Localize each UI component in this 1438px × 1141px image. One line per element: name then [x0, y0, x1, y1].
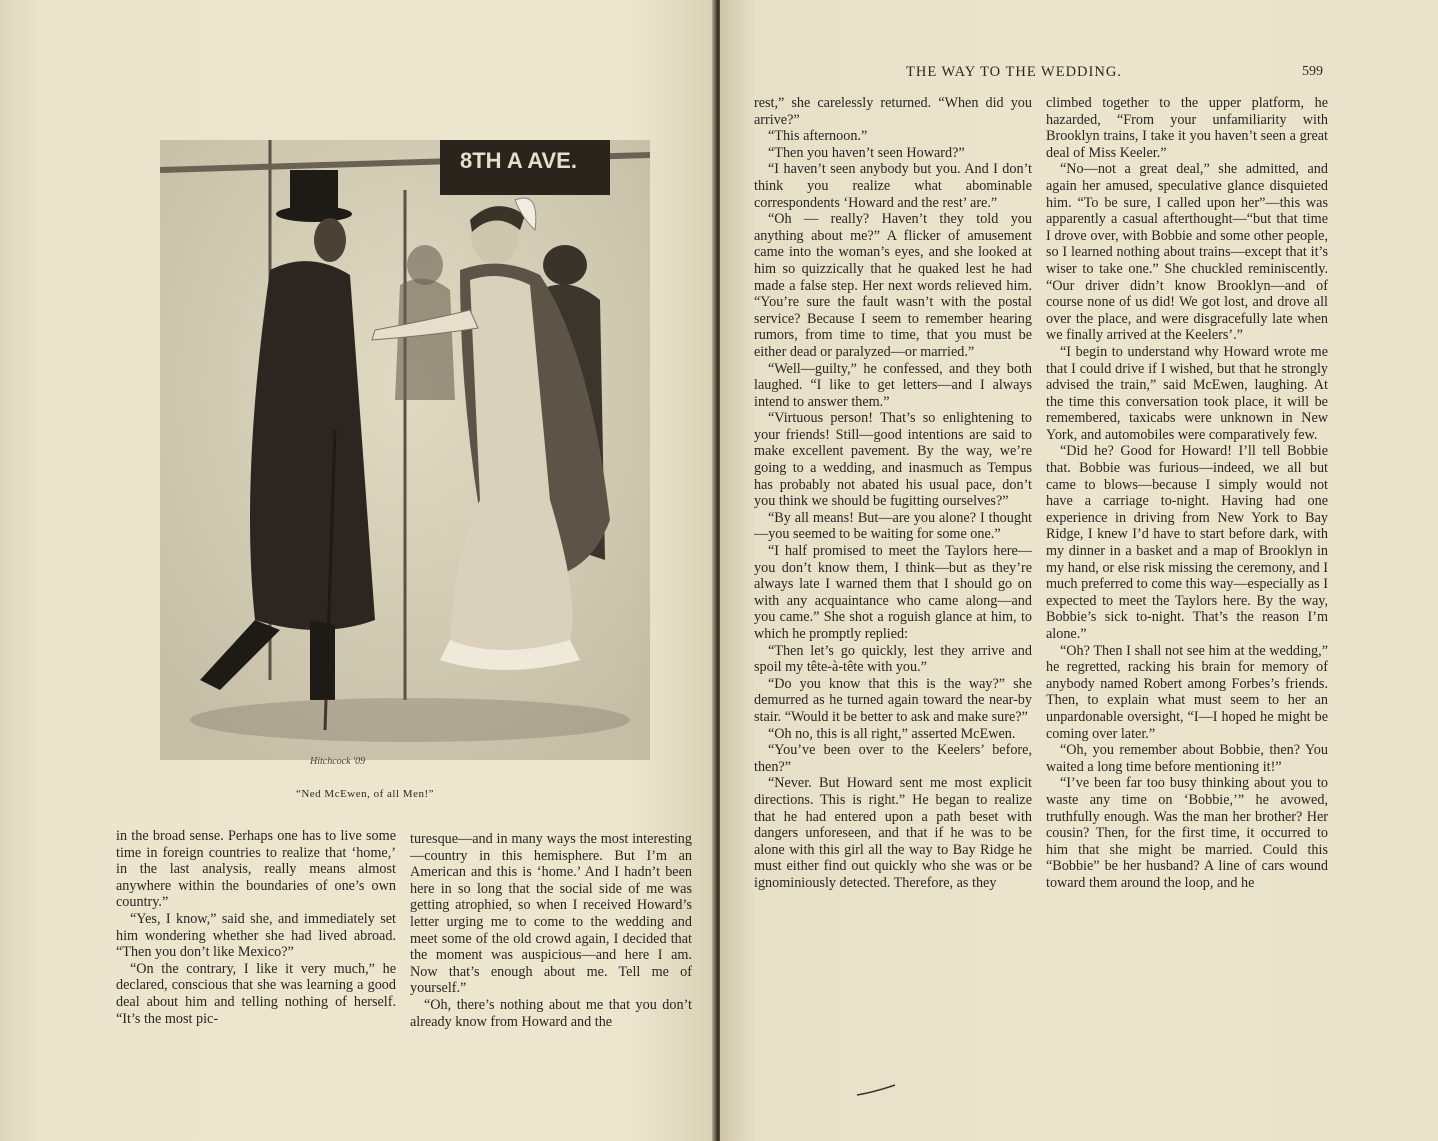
paragraph: rest,” she carelessly returned. “When did you arrive?”	[754, 95, 1032, 128]
paragraph: “Then you haven’t seen Howard?”	[768, 144, 965, 161]
right-column-1	[754, 95, 1032, 892]
paragraph: “Oh, you remember about Bobbie, then? You waited a long time before mentioning it!”	[1046, 742, 1328, 775]
paragraph: “Virtuous person! That’s so enlightening to your friends! Still—good intentions are said to make excellent pavement. By the way, we’re going to a wedding, and inasmuch as Tempus has probably not abated his usual pace, don’t you think we should be fugitting ourselves?”	[754, 410, 1032, 510]
artist-signature: Hitchcock '09	[310, 756, 366, 767]
paragraph: “Then let’s go quickly, lest they arrive and spoil my tête-à-tête with you.”	[754, 642, 1032, 676]
paragraph: “Did he? Good for Howard! I’ll tell Bobbie that. Bobbie was furious—indeed, we all but came to blows—because I simply would not have a carriage to-night. Having had one experience in driving from New York to Bay Ridge, I knew I’d have to start before dark, with my dinner in a basket and a map of Brooklyn in my hand, or else risk missing the ceremony, and I much preferred to come this way—especially as I expected to meet the Taylors here. By the way, Bobbie’s sick to-night. That’s the reason I’m alone.”	[1046, 443, 1328, 642]
paragraph: “By all means! But—are you alone? I thought—you seemed to be waiting for some one.”	[754, 509, 1032, 543]
page-number: 599	[1302, 64, 1323, 79]
paragraph: “Oh, there’s nothing about me that you don’t already know from Howard and the	[410, 996, 692, 1030]
paragraph: “Oh? Then I shall not see him at the wedding,” he regretted, racking his brain for memory of anybody named Robert among Forbes’s friends. Then, to explain what must seem to her an unpardonable oversight, “I—I hoped he might be coming over later.”	[1046, 642, 1328, 742]
left-column-1	[116, 828, 396, 1027]
paragraph: climbed together to the upper platform, he hazarded, “From your unfamiliarity with Brooklyn trains, I take it you haven’t seen a great deal of Miss Keeler.”	[1046, 95, 1328, 161]
left-page	[0, 0, 716, 1141]
paragraph: “No—not a great deal,” she admitted, and again her amused, speculative glance disquieted him. “To be sure, I called upon her”—this was apparently a casual afterthought—“but that time I drove over, with Bobbie and some other people, so I learned nothing about trains—except that it’s wiser to take one.” She chuckled reminiscently. “Our driver didn’t know Brooklyn—and of course none of us did! We got lost, and drove all over the place, and were disgracefully late when we finally arrived at the Keelers’.”	[1046, 161, 1328, 344]
paragraph: “I half promised to meet the Taylors here—you don’t know them, I think—but as they’re always late I warned them that I should go on with any acquaintance who came along—and you came.” She shot a roguish glance at him, to which he promptly replied:	[754, 543, 1032, 642]
paragraph: “I’ve been far too busy thinking about you to waste any time on ‘Bobbie,’” he avowed, truthfully enough. Was the man her brother? Her cousin? Then, for the first time, it occurred to him that she might be married. Could this “Bobbie” be her husband? A line of cars wound toward them around the loop, and he	[1046, 775, 1328, 891]
paragraph: “I haven’t seen anybody but you. And I don’t think you realize what abominable correspondents ‘Howard and the rest’ are.”	[754, 161, 1032, 211]
paragraph: “You’ve been over to the Keelers’ before, then?”	[754, 742, 1032, 775]
paragraph: in the broad sense. Perhaps one has to live some time in foreign countries to realize that ‘home,’ in the last analysis, really means almost anywhere within the boundaries of one’s own country.”	[116, 828, 396, 911]
right-column-2	[1046, 95, 1328, 892]
paragraph: “This afternoon.”	[768, 128, 868, 145]
left-column-2	[410, 831, 692, 1030]
running-head: THE WAY TO THE WEDDING.	[906, 64, 1122, 80]
paragraph: “I begin to understand why Howard wrote me that I could drive if I wished, but that he strongly advised the train,” said McEwen, laughing. At the time this conversation took place, it will be remembered, taxicabs were unknown in New York, and automobiles were comparatively few.	[1046, 343, 1328, 443]
signboard-text: 8TH A AVE.	[460, 148, 577, 173]
paragraph: “Yes, I know,” said she, and immediately set him wondering whether she had lived abroad. “Then you don’t like Mexico?”	[116, 910, 396, 961]
paragraph: “Oh — really? Haven’t they told you anything about me?” A flicker of amusement came into the woman’s eyes, and she looked at him so quizzically that he quaked lest he had made a false step. Her next words relieved him. “You’re sure the fault wasn’t with the postal service? Because I seem to remember hearing rumors, from time to time, that you must be either dead or paralyzed—or married.”	[754, 211, 1032, 360]
illustration-caption: “Ned McEwen, of all Men!”	[295, 788, 435, 800]
paragraph: “Well—guilty,” he confessed, and they both laughed. “I like to get letters—and I always intend to answer them.”	[754, 360, 1032, 410]
paragraph: “Do you know that this is the way?” she demurred as he turned again toward the near-by stair. “Would it be better to ask and make sure?”	[754, 675, 1032, 725]
illustration-drawing	[160, 100, 650, 770]
illustration	[160, 100, 650, 770]
paragraph: “Oh no, this is all right,” asserted McEwen.	[768, 725, 1016, 742]
paragraph: “On the contrary, I like it very much,” he declared, conscious that she was learning a good deal about him and telling nothing of herself. “It’s the most pic-	[116, 960, 396, 1027]
paragraph: turesque—and in many ways the most interesting—country in this hemisphere. But I’m an American and this is ‘home.’ And I hadn’t been here in so long that the social side of me was getting atrophied, so when I received Howard’s letter urging me to come to the wedding and meet some of the old crowd again, I decided that the moment was auspicious—and here I am. Now that’s enough about me. Tell me of yourself.”	[410, 831, 692, 997]
pencil-mark	[855, 1082, 899, 1098]
paragraph: “Never. But Howard sent me most explicit directions. This is right.” He began to realize that he had entered upon a path beset with dangers unforeseen, and that if he was to be alone with this girl all the way to Bay Ridge he must either find out quickly who she was or be ignominiously detected. Therefore, as they	[754, 775, 1032, 891]
